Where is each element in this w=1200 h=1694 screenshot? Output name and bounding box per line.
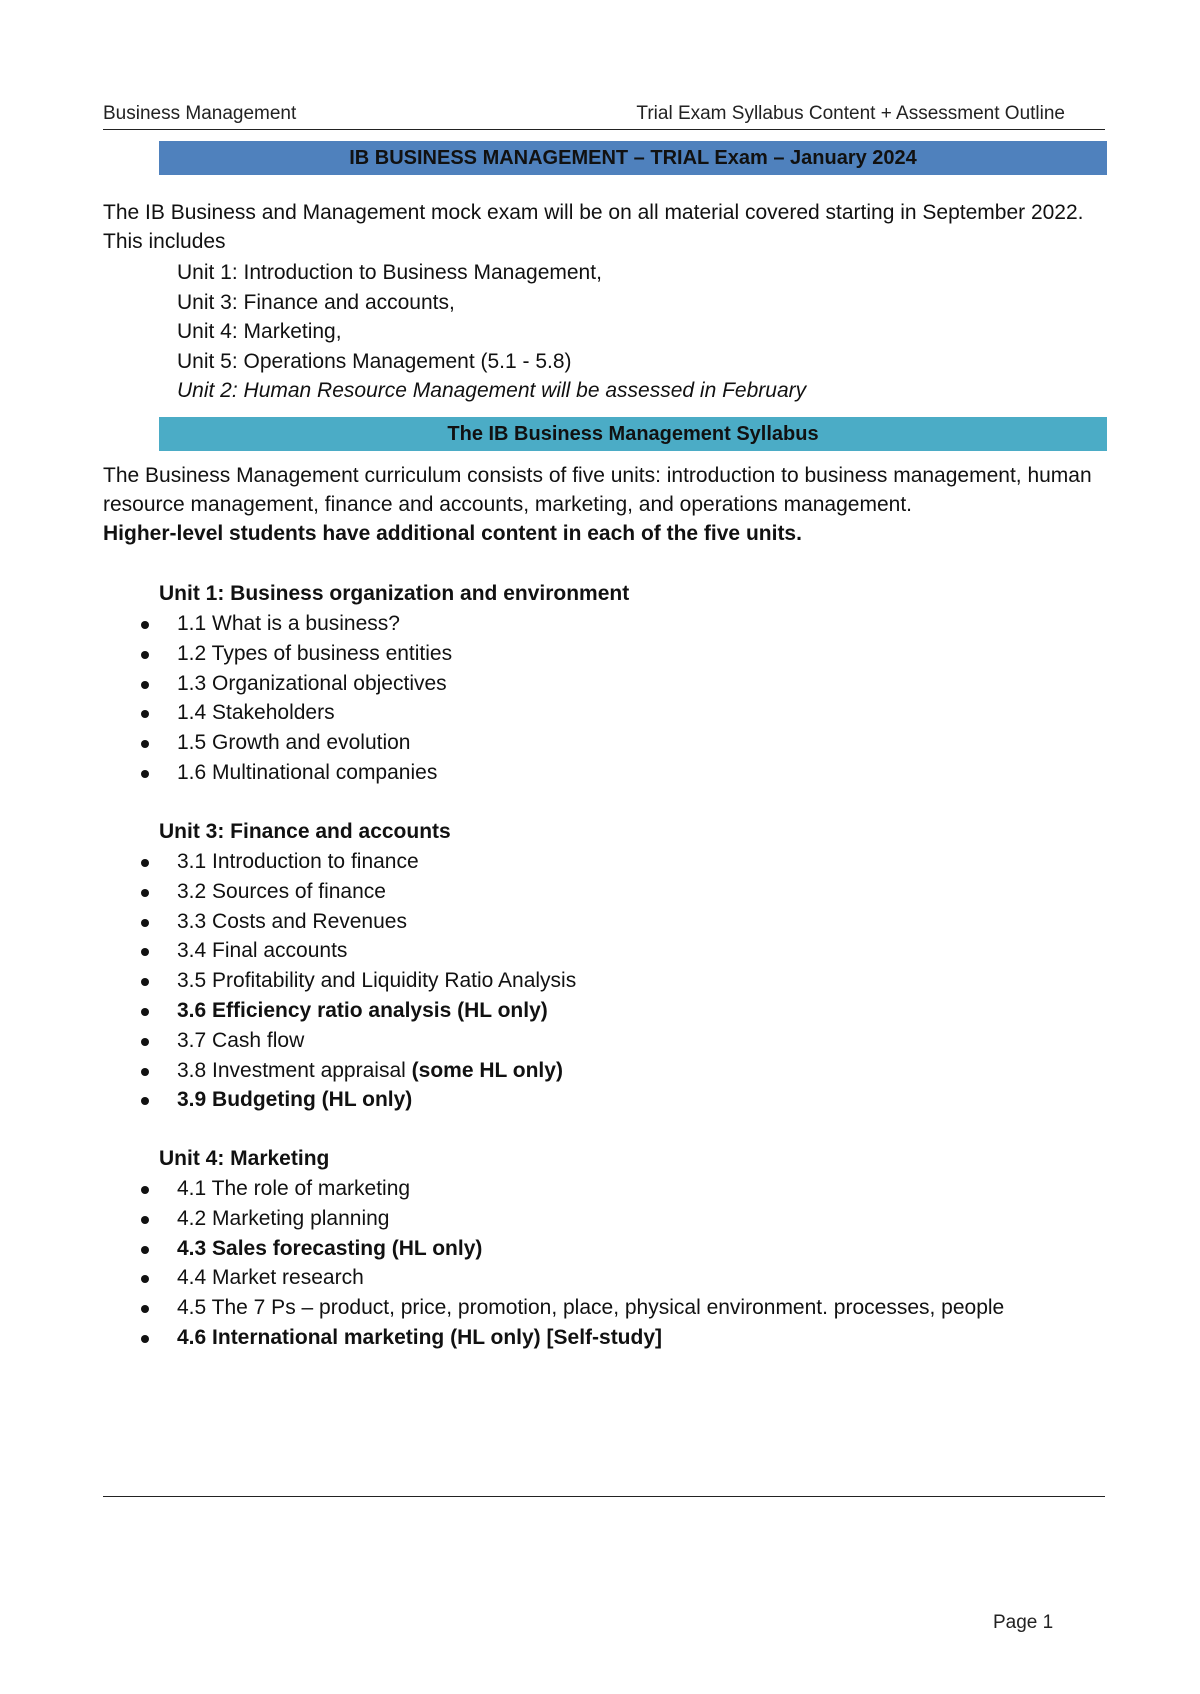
bullet-icon [141,1246,149,1254]
bullet-icon [141,1186,149,1194]
bullet-icon [141,1008,149,1016]
list-item-hl: 3.9 Budgeting (HL only) [103,1085,1103,1115]
curriculum-text: The Business Management curriculum consists of five units: introduction to business management, human resource management, finance and accounts, marketing, and operations management. [103,464,1092,516]
list-item: 1.5 Growth and evolution [103,728,1103,758]
bullet-icon [141,651,149,659]
list-item-hl: 3.6 Efficiency ratio analysis (HL only) [103,996,1103,1026]
list-item: 3.4 Final accounts [103,936,1103,966]
bullet-icon [141,1097,149,1105]
bullet-icon [141,710,149,718]
syllabus-banner: The IB Business Management Syllabus [159,417,1107,451]
list-item: 4.5 The 7 Ps – product, price, promotion, place, physical environment. processes, people [103,1293,1103,1323]
bullet-icon [141,740,149,748]
unit4-section [103,1144,1103,1353]
list-item: 1.6 Multinational companies [103,758,1103,788]
list-item: 3.5 Profitability and Liquidity Ratio Analysis [103,966,1103,996]
bullet-icon [141,978,149,986]
list-item: 1.4 Stakeholders [103,698,1103,728]
bullet-icon [141,1335,149,1343]
units-covered-item: Unit 5: Operations Management (5.1 - 5.8) [177,349,572,373]
list-item [103,1056,1103,1086]
units-covered-item: Unit 4: Marketing, [177,320,342,343]
list-item-text: 3.8 Investment appraisal [177,1058,412,1082]
bullet-icon [141,1216,149,1224]
page-header [103,103,1105,130]
list-item-hl: 4.3 Sales forecasting (HL only) [103,1234,1103,1264]
unit1-title: Unit 1: Business organization and environment [159,582,630,605]
list-item: 4.4 Market research [103,1263,1103,1293]
list-item: 3.2 Sources of finance [103,877,1103,907]
units-covered-note: Unit 2: Human Resource Management will be assessed in February [177,379,807,402]
unit3-list [103,847,1103,1115]
list-item: 1.1 What is a business? [103,609,1103,639]
exam-title-banner: IB BUSINESS MANAGEMENT – TRIAL Exam – January 2024 [159,141,1107,175]
intro-paragraph: The IB Business and Management mock exam will be on all material covered starting in September 2022. This includes [103,201,1084,253]
list-item: 3.3 Costs and Revenues [103,907,1103,937]
unit4-title: Unit 4: Marketing [159,1147,330,1170]
unit3-section [103,817,1103,1115]
list-item: 1.2 Types of business entities [103,639,1103,669]
list-item: 1.3 Organizational objectives [103,669,1103,699]
footer-divider [103,1496,1105,1497]
bullet-icon [141,889,149,897]
list-item: 4.2 Marketing planning [103,1204,1103,1234]
list-item-hl: 4.6 International marketing (HL only) [Self-study] [103,1323,1103,1353]
unit3-title: Unit 3: Finance and accounts [159,820,451,843]
list-item: 4.1 The role of marketing [103,1174,1103,1204]
hl-note: (some HL only) [411,1058,563,1082]
bullet-icon [141,1305,149,1313]
bullet-icon [141,1275,149,1283]
bullet-icon [141,621,149,629]
units-covered-list [177,258,806,406]
unit1-section [103,579,1103,788]
bullet-icon [141,919,149,927]
units-covered-item: Unit 3: Finance and accounts, [177,290,455,314]
header-right: Trial Exam Syllabus Content + Assessment Outline [636,103,1065,124]
bullet-icon [141,681,149,689]
page-number: Page 1 [993,1612,1054,1633]
bullet-icon [141,1038,149,1046]
list-item: 3.1 Introduction to finance [103,847,1103,877]
unit1-list [103,609,1103,788]
curriculum-hl-note: Higher-level students have additional content in each of the five units. [103,522,802,545]
unit4-list [103,1174,1103,1353]
list-item: 3.7 Cash flow [103,1026,1103,1056]
bullet-icon [141,770,149,778]
curriculum-paragraph [103,461,1103,548]
bullet-icon [141,948,149,956]
bullet-icon [141,859,149,867]
bullet-icon [141,1068,149,1076]
units-covered-item: Unit 1: Introduction to Business Management, [177,261,602,284]
header-left: Business Management [103,103,297,124]
